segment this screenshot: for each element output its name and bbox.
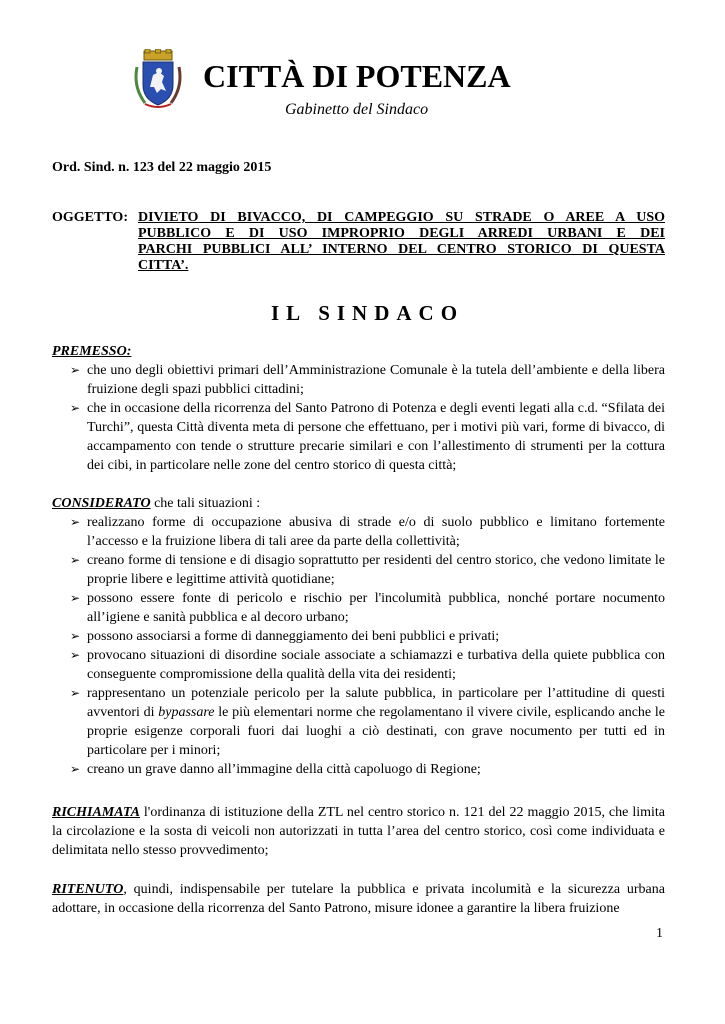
- arrow-bullet-icon: ➢: [70, 515, 81, 529]
- list-item: ➢ possono essere fonte di pericolo e rischio per l'incolumità pubblica, nonché portare nocumento all’igiene e sanità pubblica e al decoro urbano;: [70, 591, 665, 625]
- richiamata-text: l'ordinanza di istituzione della ZTL nel centro storico n. 121 del 22 maggio 2015, che limita la circolazione e la sosta di veicoli non autorizzati in tutta l’area del centro storico, così come individuata e delimitata nello stesso provvedimento;: [52, 805, 665, 858]
- premesso-list: [52, 361, 665, 475]
- arrow-bullet-icon: ➢: [70, 762, 81, 776]
- arrow-bullet-icon: ➢: [70, 591, 81, 605]
- list-item: ➢ che in occasione della ricorrenza del Santo Patrono di Potenza e degli eventi legati alla c.d. “Sfilata dei Turchi”, questa Città diventa meta di persone che effettuano, per i motivi più vari, forme di bivacco, di accampamento con tende o strutture precarie similari e con l’allestimento di strumenti per la cottura dei cibi, in particolare nelle zone del centro storico di questa città;: [70, 401, 665, 473]
- richiamata-paragraph: [52, 803, 665, 860]
- arrow-bullet-icon: ➢: [70, 553, 81, 567]
- list-item: ➢ creano forme di tensione e di disagio soprattutto per residenti del centro storico, che vedono limitate le proprie libere e legittime attività quotidiane;: [70, 553, 665, 587]
- ordinance-number: Ord. Sind. n. 123 del 22 maggio 2015: [52, 160, 272, 175]
- subject-text: [138, 210, 665, 274]
- subject-line: DIVIETO DI BIVACCO, DI CAMPEGGIO SU STRADE O AREE A USO: [138, 210, 665, 225]
- considerato-label: CONSIDERATO: [52, 496, 151, 511]
- list-item: ➢ creano un grave danno all’immagine della città capoluogo di Regione;: [70, 762, 481, 777]
- city-title: CITTÀ DI POTENZA: [203, 58, 511, 94]
- ritenuto-paragraph: [52, 880, 665, 918]
- page-number: 1: [656, 926, 663, 941]
- ritenuto-text: , quindi, indispensabile per tutelare la pubblica e privata incolumità e la sicurezza urbana adottare, in occasione della ricorrenza del Santo Patrono, misure idonee a garantire la libera fruizione: [52, 882, 665, 916]
- premesso-label: PREMESSO:: [52, 344, 132, 359]
- arrow-bullet-icon: ➢: [70, 363, 81, 377]
- list-item: ➢ rappresentano un potenziale pericolo per la salute pubblica, in particolare per l’attitudine di questi avventori di bypassare le più elementari norme che regolamentano il vivere civile, esplicando anche le proprie esigenze corporali fuori dai luoghi a ciò destinati, con grave nocumento per tutti ed in particolare per i minori;: [70, 686, 665, 758]
- emphasis: bypassare: [158, 705, 215, 720]
- premesso-section: [52, 342, 665, 475]
- list-item: ➢ provocano situazioni di disordine sociale associate a schiamazzi e turbativa della quiete pubblica con conseguente compromissione della qualità della vita dei residenti;: [70, 648, 665, 682]
- subject-label: OGGETTO:: [52, 210, 128, 225]
- arrow-bullet-icon: ➢: [70, 629, 81, 643]
- list-item: ➢ possono associarsi a forme di danneggiamento dei beni pubblici e privati;: [70, 629, 500, 644]
- arrow-bullet-icon: ➢: [70, 401, 81, 415]
- subject-line: CITTA’.: [138, 258, 189, 273]
- office-subtitle: Gabinetto del Sindaco: [285, 101, 429, 118]
- considerato-list: [52, 513, 665, 779]
- considerato-section: [52, 494, 665, 779]
- subject-line: PARCHI PUBBLICI ALL’ INTERNO DEL CENTRO STORICO DI QUESTA: [138, 242, 665, 257]
- arrow-bullet-icon: ➢: [70, 686, 81, 700]
- section-heading: IL SINDACO: [270, 301, 465, 325]
- arrow-bullet-icon: ➢: [70, 648, 81, 662]
- ritenuto-label: RITENUTO: [52, 882, 124, 897]
- considerato-intro: che tali situazioni :: [150, 496, 261, 511]
- subject-line: PUBBLICO E DI USO IMPROPRIO DEGLI ARREDI URBANI E DEI: [138, 226, 665, 241]
- list-item: ➢ che uno degli obiettivi primari dell’Amministrazione Comunale è la tutela dell’ambiente e della libera fruizione degli spazi pubblici cittadini;: [70, 363, 665, 397]
- list-item: ➢ realizzano forme di occupazione abusiva di strade e/o di suolo pubblico e limitano fortemente l’accesso e la fruizione libera di tali aree da parte della collettività;: [70, 515, 665, 549]
- richiamata-label: RICHIAMATA: [52, 805, 140, 820]
- city-crest-icon: [133, 49, 183, 109]
